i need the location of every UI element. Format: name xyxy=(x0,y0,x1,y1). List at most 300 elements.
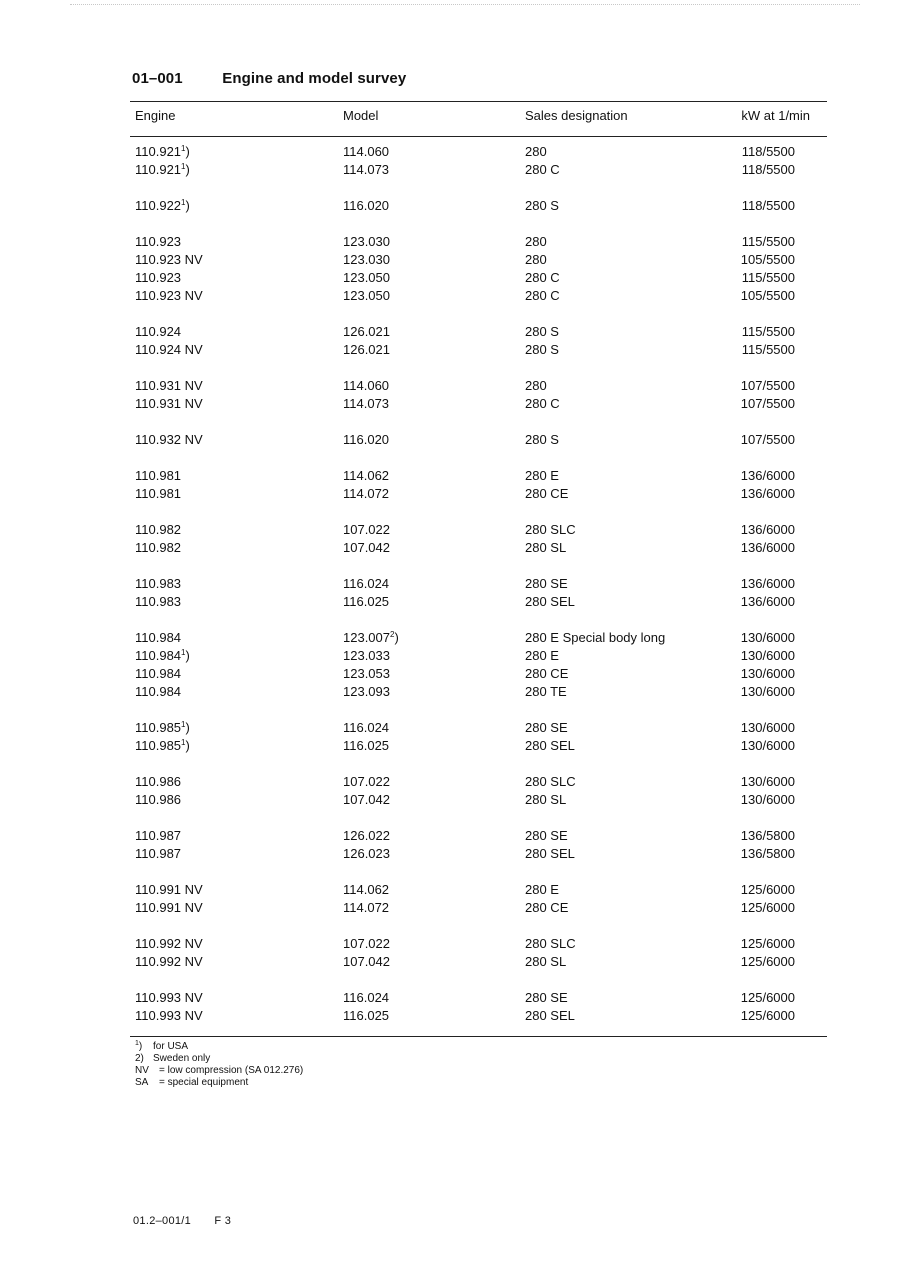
row-group xyxy=(0,323,907,359)
cell-kw-value: 136/6000 xyxy=(740,486,795,501)
cell-model-value: 114.062 xyxy=(343,882,390,897)
cell-model-value: 107.042 xyxy=(343,792,390,807)
cell-sales-designation-value: 280 C xyxy=(525,396,560,411)
cell-kw-value: 115/5500 xyxy=(741,342,795,357)
cell-model xyxy=(343,341,390,359)
table-row xyxy=(0,431,907,449)
cell-sales-designation xyxy=(525,575,568,593)
table-row xyxy=(0,287,907,305)
footnote-key-number: 1 xyxy=(135,1040,139,1047)
cell-engine-value: 110.923 xyxy=(135,234,182,249)
cell-engine xyxy=(135,827,181,845)
cell-sales-designation-value: 280 SEL xyxy=(525,1008,575,1023)
cell-model xyxy=(343,521,390,539)
cell-model-value: 107.042 xyxy=(343,954,390,969)
footnote xyxy=(135,1065,303,1077)
cell-engine xyxy=(135,791,181,809)
cell-sales-designation-value: 280 SLC xyxy=(525,774,576,789)
table-row xyxy=(0,1007,907,1025)
cell-kw xyxy=(690,575,795,593)
cell-engine-value: 110.982 xyxy=(135,522,182,537)
cell-engine xyxy=(135,575,181,593)
cell-engine xyxy=(135,1007,203,1025)
cell-engine-value: 110.921 xyxy=(135,144,182,159)
cell-kw-value: 130/6000 xyxy=(740,666,795,681)
table-row xyxy=(0,773,907,791)
cell-sales-designation xyxy=(525,881,559,899)
cell-engine xyxy=(135,251,203,269)
table-body xyxy=(0,143,907,1043)
table-row xyxy=(0,953,907,971)
cell-kw-value: 118/5500 xyxy=(741,162,795,177)
cell-model-value: 123.050 xyxy=(343,270,390,285)
cell-kw-value: 130/6000 xyxy=(740,720,795,735)
cell-sales-designation-value: 280 xyxy=(525,234,547,249)
cell-model-value: 114.062 xyxy=(343,468,390,483)
cell-model-value: 114.073 xyxy=(343,396,390,411)
cell-kw xyxy=(690,269,795,287)
cell-model xyxy=(343,431,389,449)
footnote-ref: 1 xyxy=(181,720,186,729)
cell-engine-value: 110.981 xyxy=(135,468,182,483)
cell-model-value: 126.022 xyxy=(343,828,390,843)
row-group xyxy=(0,233,907,305)
cell-model xyxy=(343,485,389,503)
cell-model-value: 114.060 xyxy=(343,144,390,159)
row-group xyxy=(0,629,907,701)
cell-kw-value: 130/6000 xyxy=(740,792,795,807)
cell-kw-value: 136/6000 xyxy=(740,468,795,483)
row-group xyxy=(0,197,907,215)
cell-sales-designation-value: 280 xyxy=(525,144,547,159)
cell-kw xyxy=(690,683,795,701)
cell-model-value: 107.022 xyxy=(343,774,390,789)
cell-kw-value: 115/5500 xyxy=(741,324,795,339)
cell-engine-value: 110.992 NV xyxy=(135,954,203,969)
cell-sales-designation-value: 280 E xyxy=(525,468,559,483)
cell-engine-value: 110.985 xyxy=(135,720,182,735)
cell-kw xyxy=(690,485,795,503)
cell-sales-designation-value: 280 C xyxy=(525,270,560,285)
footnote-paren: ) xyxy=(185,144,190,159)
cell-sales-designation-value: 280 S xyxy=(525,324,559,339)
cell-sales-designation xyxy=(525,935,576,953)
cell-engine-value: 110.992 NV xyxy=(135,936,203,951)
cell-kw xyxy=(690,323,795,341)
table-row xyxy=(0,161,907,179)
cell-engine-value: 110.993 NV xyxy=(135,1008,203,1023)
cell-engine-value: 110.931 NV xyxy=(135,378,203,393)
cell-kw-value: 136/6000 xyxy=(740,540,795,555)
footnote-ref: 1 xyxy=(181,144,186,153)
cell-kw xyxy=(690,287,795,305)
cell-kw xyxy=(690,719,795,737)
cell-sales-designation xyxy=(525,845,575,863)
table-row xyxy=(0,251,907,269)
cell-engine xyxy=(135,377,203,395)
cell-kw-value: 118/5500 xyxy=(741,144,795,159)
cell-engine xyxy=(135,287,203,305)
cell-model-value: 107.042 xyxy=(343,540,390,555)
cell-sales-designation xyxy=(525,233,547,251)
cell-engine xyxy=(135,467,181,485)
cell-kw-value: 125/6000 xyxy=(740,990,795,1005)
table-row xyxy=(0,395,907,413)
table-row xyxy=(0,989,907,1007)
row-group xyxy=(0,143,907,179)
cell-sales-designation-value: 280 E xyxy=(525,648,559,663)
cell-sales-designation xyxy=(525,665,568,683)
cell-sales-designation xyxy=(525,989,568,1007)
cell-kw-value: 125/6000 xyxy=(740,936,795,951)
cell-kw-value: 136/6000 xyxy=(740,594,795,609)
footnote-paren: ) xyxy=(185,720,190,735)
cell-engine-value: 110.924 xyxy=(135,324,182,339)
cell-engine xyxy=(135,593,181,611)
cell-engine xyxy=(135,935,203,953)
cell-engine-value: 110.987 xyxy=(135,828,182,843)
cell-engine-value: 110.986 xyxy=(135,774,182,789)
cell-model xyxy=(343,395,389,413)
cell-sales-designation xyxy=(525,953,566,971)
cell-sales-designation-value: 280 SL xyxy=(525,540,567,555)
column-header-sales-designation: Sales designation xyxy=(525,108,628,123)
cell-engine-value: 110.931 NV xyxy=(135,396,203,411)
footnote-key: SA xyxy=(135,1077,149,1088)
cell-sales-designation xyxy=(525,377,547,395)
cell-sales-designation xyxy=(525,791,566,809)
cell-sales-designation-value: 280 E Special body long xyxy=(525,630,666,645)
cell-sales-designation-value: 280 SE xyxy=(525,576,568,591)
table-row xyxy=(0,539,907,557)
footnote-paren: ) xyxy=(394,630,399,645)
cell-sales-designation xyxy=(525,485,568,503)
cell-model xyxy=(343,845,390,863)
table-row xyxy=(0,683,907,701)
cell-kw xyxy=(690,161,795,179)
cell-model xyxy=(343,323,390,341)
cell-model xyxy=(343,989,389,1007)
cell-sales-designation xyxy=(525,647,559,665)
cell-engine xyxy=(135,323,181,341)
cell-sales-designation xyxy=(525,1007,575,1025)
cell-model-value: 126.021 xyxy=(343,324,390,339)
cell-kw xyxy=(690,233,795,251)
cell-kw xyxy=(690,989,795,1007)
cell-kw-value: 130/6000 xyxy=(740,774,795,789)
cell-sales-designation xyxy=(525,719,568,737)
cell-sales-designation xyxy=(525,143,547,161)
footnote-text: = low compression (SA 012.276) xyxy=(159,1065,304,1076)
cell-sales-designation-value: 280 SL xyxy=(525,792,567,807)
table-row xyxy=(0,737,907,755)
cell-kw xyxy=(690,395,795,413)
cell-sales-designation-value: 280 SEL xyxy=(525,594,575,609)
cell-kw xyxy=(690,953,795,971)
table-row xyxy=(0,881,907,899)
footnote-text: = special equipment xyxy=(159,1077,249,1088)
footnote-ref: 1 xyxy=(181,198,186,207)
table-row xyxy=(0,467,907,485)
cell-model xyxy=(343,899,389,917)
cell-kw-value: 107/5500 xyxy=(740,396,795,411)
cell-model xyxy=(343,719,389,737)
cell-engine xyxy=(135,719,190,737)
row-group xyxy=(0,467,907,503)
row-group xyxy=(0,989,907,1025)
cell-sales-designation-value: 280 C xyxy=(525,162,560,177)
cell-sales-designation-value: 280 CE xyxy=(525,486,569,501)
cell-kw xyxy=(690,665,795,683)
cell-engine xyxy=(135,665,181,683)
footnote-text: for USA xyxy=(153,1041,189,1052)
cell-engine-value: 110.984 xyxy=(135,666,182,681)
cell-engine xyxy=(135,521,181,539)
cell-sales-designation xyxy=(525,629,665,647)
table-row xyxy=(0,845,907,863)
cell-kw-value: 125/6000 xyxy=(740,882,795,897)
cell-sales-designation-value: 280 CE xyxy=(525,666,569,681)
cell-engine xyxy=(135,737,190,755)
table-row xyxy=(0,485,907,503)
table-row xyxy=(0,197,907,215)
cell-kw-value: 136/6000 xyxy=(740,576,795,591)
cell-sales-designation-value: 280 SE xyxy=(525,828,568,843)
cell-model-value: 114.060 xyxy=(343,378,390,393)
cell-sales-designation xyxy=(525,341,559,359)
cell-kw xyxy=(690,791,795,809)
cell-kw-value: 107/5500 xyxy=(740,378,795,393)
cell-kw-value: 118/5500 xyxy=(741,198,795,213)
footnote xyxy=(135,1053,303,1065)
cell-model xyxy=(343,161,389,179)
cell-kw xyxy=(690,899,795,917)
cell-sales-designation xyxy=(525,773,576,791)
cell-sales-designation-value: 280 SLC xyxy=(525,522,576,537)
cell-sales-designation xyxy=(525,521,576,539)
table-row xyxy=(0,377,907,395)
cell-kw-value: 125/6000 xyxy=(740,900,795,915)
cell-kw-value: 125/6000 xyxy=(740,1008,795,1023)
table-row xyxy=(0,269,907,287)
footnote-text: Sweden only xyxy=(153,1053,211,1064)
cell-engine-value: 110.984 xyxy=(135,648,182,663)
row-group xyxy=(0,719,907,755)
cell-kw xyxy=(690,521,795,539)
cell-model xyxy=(343,791,390,809)
page-footer xyxy=(133,1215,231,1227)
cell-kw xyxy=(690,467,795,485)
table-row xyxy=(0,629,907,647)
cell-model xyxy=(343,953,390,971)
cell-model-value: 116.024 xyxy=(343,990,390,1005)
cell-engine-value: 110.983 xyxy=(135,594,182,609)
cell-model xyxy=(343,827,390,845)
cell-sales-designation-value: 280 xyxy=(525,378,547,393)
cell-engine xyxy=(135,845,181,863)
table-row xyxy=(0,719,907,737)
cell-engine xyxy=(135,395,203,413)
cell-sales-designation-value: 280 SE xyxy=(525,720,568,735)
cell-model xyxy=(343,593,389,611)
cell-model xyxy=(343,143,389,161)
cell-engine xyxy=(135,485,181,503)
cell-sales-designation-value: 280 CE xyxy=(525,900,569,915)
cell-engine-value: 110.923 NV xyxy=(135,252,203,267)
cell-sales-designation xyxy=(525,323,559,341)
cell-model xyxy=(343,251,390,269)
cell-model-value: 114.073 xyxy=(343,162,390,177)
footnote-ref: 1 xyxy=(181,738,186,747)
cell-kw xyxy=(690,737,795,755)
cell-sales-designation-value: 280 S xyxy=(525,198,559,213)
cell-engine xyxy=(135,161,190,179)
cell-engine-value: 110.993 NV xyxy=(135,990,203,1005)
cell-kw-value: 125/6000 xyxy=(740,954,795,969)
cell-model xyxy=(343,683,390,701)
cell-model xyxy=(343,773,390,791)
table-row xyxy=(0,521,907,539)
cell-kw xyxy=(690,881,795,899)
cell-kw xyxy=(690,197,795,215)
table-row xyxy=(0,827,907,845)
cell-kw xyxy=(690,143,795,161)
column-header-kw: kW at 1/min xyxy=(741,108,810,123)
cell-kw xyxy=(690,647,795,665)
cell-engine xyxy=(135,341,203,359)
cell-sales-designation xyxy=(525,467,559,485)
section-number: 01–001 xyxy=(132,70,183,87)
cell-kw xyxy=(690,629,795,647)
cell-model xyxy=(343,539,390,557)
cell-model xyxy=(343,881,389,899)
footnote-paren: ) xyxy=(185,162,190,177)
cell-model xyxy=(343,737,389,755)
table-row xyxy=(0,323,907,341)
cell-engine-value: 110.923 NV xyxy=(135,288,203,303)
cell-sales-designation-value: 280 S xyxy=(525,432,559,447)
cell-model-value: 123.007 xyxy=(343,630,390,645)
footnotes xyxy=(135,1041,303,1089)
cell-engine-value: 110.987 xyxy=(135,846,182,861)
footnote-key xyxy=(135,1041,153,1053)
cell-model-value: 123.033 xyxy=(343,648,390,663)
cell-model xyxy=(343,233,390,251)
footnote-key: NV xyxy=(135,1065,149,1076)
cell-engine xyxy=(135,233,181,251)
cell-model-value: 116.025 xyxy=(343,1008,390,1023)
cell-model-value: 116.024 xyxy=(343,720,390,735)
cell-engine xyxy=(135,539,181,557)
cell-model-value: 126.021 xyxy=(343,342,390,357)
cell-kw xyxy=(690,377,795,395)
cell-sales-designation xyxy=(525,539,566,557)
cell-model-value: 116.020 xyxy=(343,432,390,447)
cell-engine xyxy=(135,647,190,665)
cell-model-value: 123.050 xyxy=(343,288,390,303)
footnote xyxy=(135,1077,303,1089)
cell-model-value: 107.022 xyxy=(343,936,390,951)
table-row xyxy=(0,233,907,251)
cell-sales-designation xyxy=(525,287,560,305)
table-row xyxy=(0,647,907,665)
cell-sales-designation xyxy=(525,395,560,413)
cell-kw xyxy=(690,539,795,557)
cell-sales-designation-value: 280 E xyxy=(525,882,559,897)
cell-sales-designation-value: 280 SL xyxy=(525,954,567,969)
cell-model xyxy=(343,197,389,215)
table-row xyxy=(0,143,907,161)
cell-kw xyxy=(690,773,795,791)
cell-model xyxy=(343,287,390,305)
cell-sales-designation-value: 280 xyxy=(525,252,547,267)
cell-model-value: 114.072 xyxy=(343,486,390,501)
table-row xyxy=(0,575,907,593)
footnote xyxy=(135,1041,303,1053)
cell-engine xyxy=(135,197,190,215)
cell-kw xyxy=(690,431,795,449)
document-number: 01.2–001/1 xyxy=(133,1215,192,1227)
cell-model-value: 123.093 xyxy=(343,684,390,699)
cell-model-value: 123.030 xyxy=(343,252,390,267)
cell-engine-value: 110.982 xyxy=(135,540,182,555)
cell-engine xyxy=(135,881,203,899)
cell-sales-designation xyxy=(525,737,575,755)
cell-sales-designation xyxy=(525,161,560,179)
table-row xyxy=(0,665,907,683)
row-group xyxy=(0,773,907,809)
cell-sales-designation xyxy=(525,593,575,611)
cell-sales-designation-value: 280 S xyxy=(525,342,559,357)
cell-engine-value: 110.924 NV xyxy=(135,342,203,357)
table-top-rule xyxy=(130,101,827,102)
table-row xyxy=(0,791,907,809)
row-group xyxy=(0,377,907,413)
footnote-paren: ) xyxy=(185,648,190,663)
column-header-model: Model xyxy=(343,108,379,123)
cell-model xyxy=(343,467,389,485)
cell-engine-value: 110.991 NV xyxy=(135,882,203,897)
cell-kw xyxy=(690,935,795,953)
cell-sales-designation xyxy=(525,269,560,287)
cell-engine xyxy=(135,683,181,701)
cell-sales-designation xyxy=(525,683,567,701)
cell-model-value: 116.025 xyxy=(343,594,390,609)
cell-engine xyxy=(135,431,203,449)
cell-engine-value: 110.923 xyxy=(135,270,182,285)
cell-kw-value: 130/6000 xyxy=(740,738,795,753)
cell-kw-value: 115/5500 xyxy=(741,234,795,249)
cell-sales-designation-value: 280 SE xyxy=(525,990,568,1005)
row-group xyxy=(0,431,907,449)
table-row xyxy=(0,935,907,953)
cell-kw xyxy=(690,341,795,359)
cell-sales-designation xyxy=(525,431,559,449)
cell-kw xyxy=(690,827,795,845)
table-row xyxy=(0,341,907,359)
cell-model xyxy=(343,647,390,665)
cell-kw-value: 130/6000 xyxy=(740,648,795,663)
cell-engine xyxy=(135,989,203,1007)
cell-kw-value: 130/6000 xyxy=(740,684,795,699)
cell-engine-value: 110.986 xyxy=(135,792,182,807)
cell-engine xyxy=(135,269,181,287)
cell-kw-value: 107/5500 xyxy=(740,432,795,447)
cell-sales-designation xyxy=(525,899,568,917)
cell-sales-designation xyxy=(525,827,568,845)
cell-model xyxy=(343,629,399,647)
page-code: F 3 xyxy=(214,1215,232,1227)
